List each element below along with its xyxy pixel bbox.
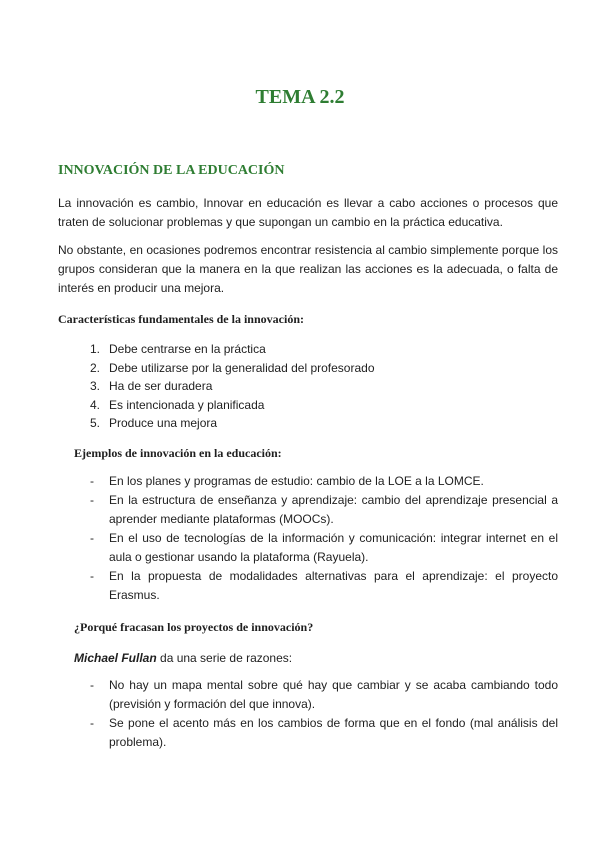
author-line xyxy=(74,649,292,668)
list-item xyxy=(58,377,558,396)
dash-bullet: - xyxy=(90,493,94,507)
failure-reasons-list xyxy=(90,676,558,752)
list-item xyxy=(58,396,558,415)
resistance-paragraph: No obstante, en ocasiones podremos encontrar resistencia al cambio simplemente porque los grupos consideran que la manera en la que realizan las acciones es la adecuada, o falta de interés en producir una mejora. xyxy=(58,243,558,295)
list-item-text: En la estructura de enseñanza y aprendizaje: cambio del aprendizaje presencial a aprender mediante plataformas (MOOCs). xyxy=(109,493,558,526)
list-item xyxy=(90,472,558,491)
list-item xyxy=(58,359,558,378)
characteristics-heading: Características fundamentales de la innovación: xyxy=(58,312,304,326)
document-title: TEMA 2.2 xyxy=(255,86,345,108)
list-item xyxy=(90,676,558,714)
section-heading: INNOVACIÓN DE LA EDUCACIÓN xyxy=(58,163,285,178)
list-item xyxy=(58,340,558,359)
list-number: 1. xyxy=(90,342,101,356)
list-item-text: Se pone el acento más en los cambios de forma que en el fondo (mal análisis del problema). xyxy=(109,716,558,749)
list-item-text: En la propuesta de modalidades alternativas para el aprendizaje: el proyecto Erasmus. xyxy=(109,569,558,602)
list-number: 5. xyxy=(90,416,101,431)
list-item xyxy=(90,714,558,752)
list-number: 3. xyxy=(90,379,101,394)
list-item-text: No hay un mapa mental sobre qué hay que cambiar y se acaba cambiando todo (previsión y formación del que innova). xyxy=(109,678,558,711)
dash-bullet: - xyxy=(90,569,94,583)
list-item-text: En los planes y programas de estudio: cambio de la LOE a la LOMCE. xyxy=(109,474,484,488)
list-item xyxy=(90,567,558,605)
dash-bullet: - xyxy=(90,474,94,488)
failures-heading: ¿Porqué fracasan los proyectos de innovación? xyxy=(74,620,314,634)
examples-heading: Ejemplos de innovación en la educación: xyxy=(74,446,282,460)
list-item-text: Produce una mejora xyxy=(109,416,218,431)
list-item-text: Debe centrarse en la práctica xyxy=(109,342,266,356)
list-number: 4. xyxy=(90,397,101,412)
list-item-text: Debe utilizarse por la generalidad del profesorado xyxy=(109,360,375,375)
list-item-text: En el uso de tecnologías de la información y comunicación: integrar internet en el aula o gestionar usando la plataforma (Rayuela). xyxy=(109,531,558,564)
author-name: Michael Fullan xyxy=(74,651,157,665)
list-number: 2. xyxy=(90,360,101,375)
list-item xyxy=(58,414,558,433)
list-item xyxy=(90,529,558,567)
characteristics-list xyxy=(58,340,558,433)
list-item-text: Es intencionada y planificada xyxy=(109,397,265,412)
list-item-text: Ha de ser duradera xyxy=(109,379,213,394)
list-item xyxy=(90,491,558,529)
intro-paragraph: La innovación es cambio, Innovar en educación es llevar a cabo acciones o procesos que traten de solucionar problemas y que supongan un cambio en la práctica educativa. xyxy=(58,196,558,229)
dash-bullet: - xyxy=(90,678,94,692)
examples-list xyxy=(90,472,558,605)
dash-bullet: - xyxy=(90,531,94,545)
author-line-text: da una serie de razones: xyxy=(156,651,293,665)
dash-bullet: - xyxy=(90,716,94,730)
